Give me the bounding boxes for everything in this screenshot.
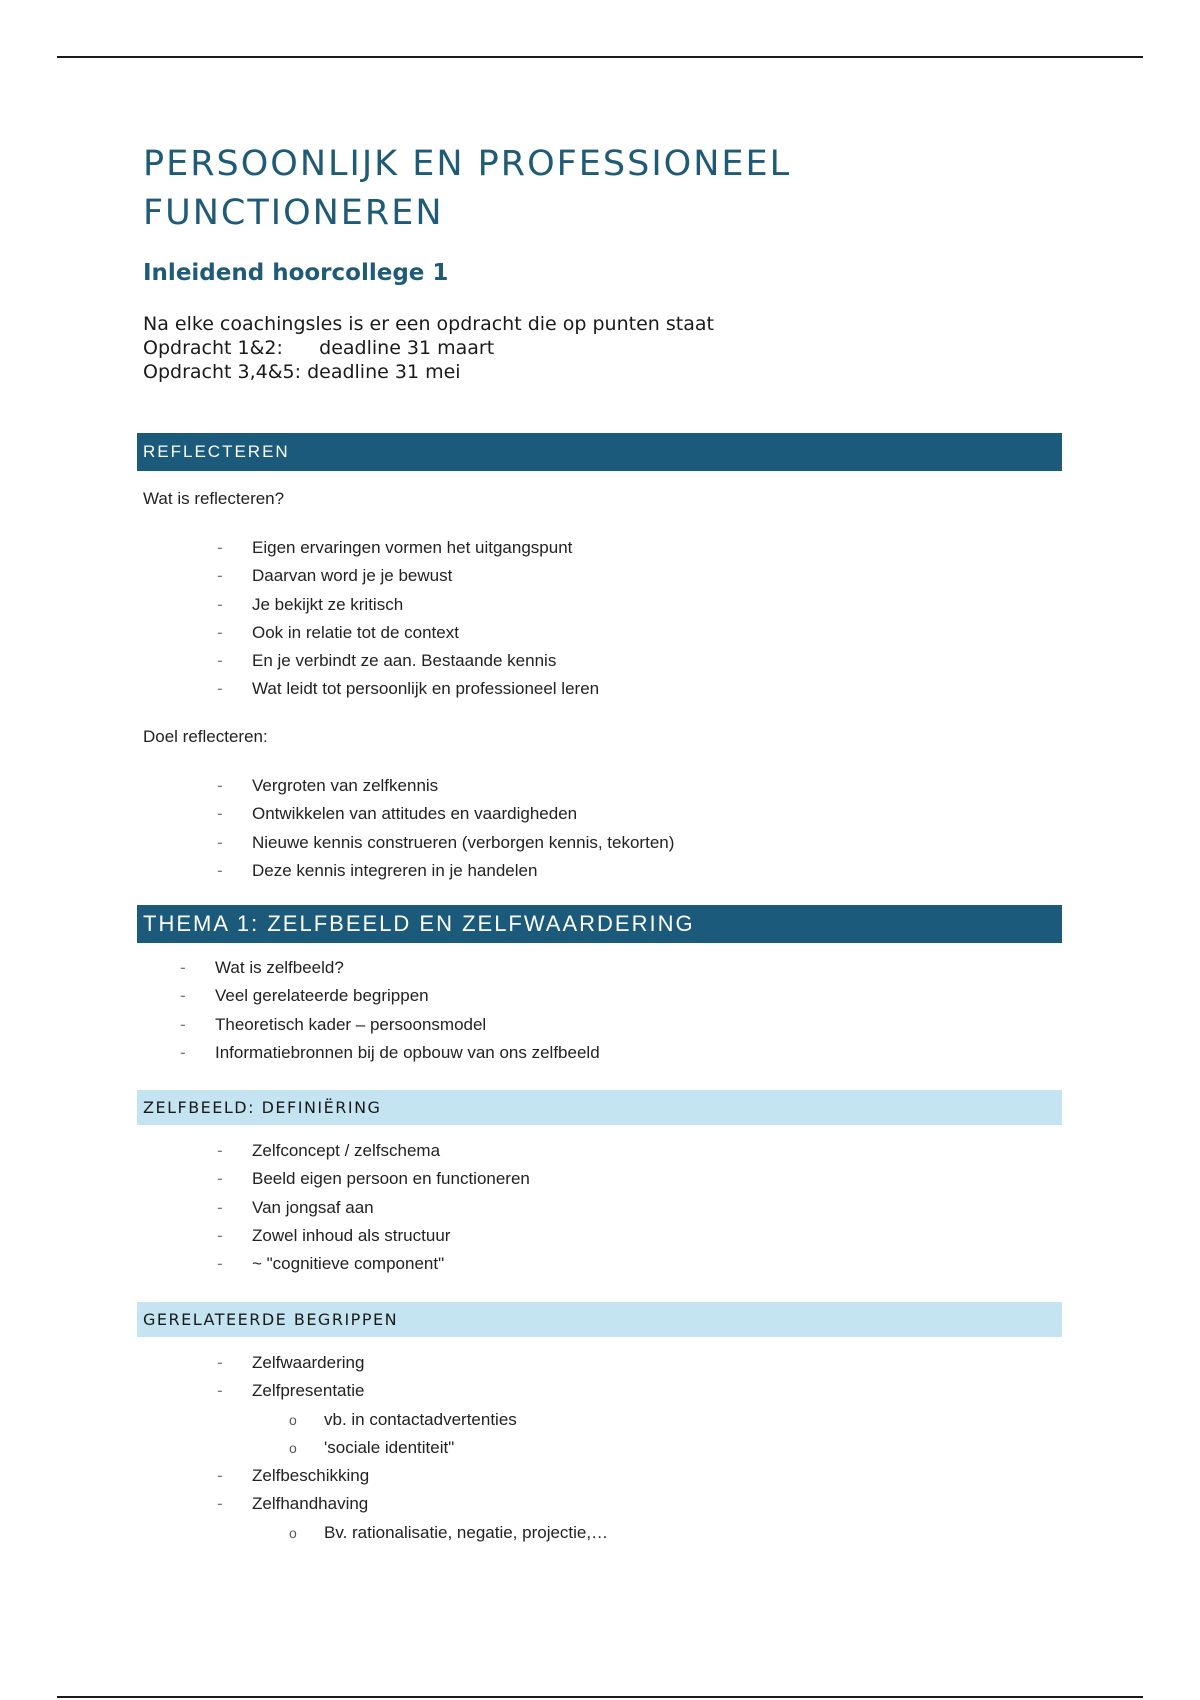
- dash-marker: -: [217, 1353, 223, 1372]
- intro-text: [143, 312, 1063, 384]
- thema1-list: [180, 954, 600, 1067]
- dash-marker: -: [217, 1169, 223, 1189]
- document-header: [143, 140, 1063, 384]
- bottom-rule: [57, 1696, 1143, 1698]
- dash-marker: -: [217, 804, 223, 824]
- circle-marker: o: [289, 1411, 297, 1428]
- list-item: - Vergroten van zelfkennis: [217, 772, 674, 800]
- top-rule: [57, 56, 1143, 58]
- dash-marker: -: [217, 776, 223, 795]
- sub-list-item: o vb. in contactadvertenties: [217, 1406, 608, 1434]
- list-item: - Veel gerelateerde begrippen: [180, 982, 600, 1010]
- section-heading-thema-1: THEMA 1: ZELFBEELD EN ZELFWAARDERING: [137, 905, 1062, 943]
- list-item: - Wat is zelfbeeld?: [180, 954, 600, 982]
- list-item: - Je bekijkt ze kritisch: [217, 591, 599, 619]
- reflecteren-goal-label: Doel reflecteren:: [143, 727, 268, 746]
- list-item: - Zelfhandhaving: [217, 1490, 608, 1518]
- dash-marker: -: [180, 1014, 186, 1034]
- list-item: - Beeld eigen persoon en functioneren: [217, 1165, 530, 1193]
- dash-marker: -: [217, 1381, 223, 1401]
- list-item: - Zelfwaardering: [217, 1349, 608, 1377]
- section-heading-definiering: ZELFBEELD: DEFINIËRING: [137, 1090, 1062, 1125]
- circle-marker: o: [289, 1439, 297, 1456]
- dash-marker: -: [180, 986, 186, 1006]
- reflecteren-question: Wat is reflecteren?: [143, 489, 285, 508]
- dash-marker: -: [217, 1225, 223, 1245]
- reflecteren-goals-list: [217, 772, 674, 885]
- sub-list-item: o Bv. rationalisatie, negatie, projectie,…: [217, 1519, 608, 1547]
- list-item: - Van jongsaf aan: [217, 1194, 530, 1222]
- reflecteren-list: [217, 534, 599, 704]
- list-item: - Zowel inhoud als structuur: [217, 1222, 530, 1250]
- dash-marker: -: [217, 1141, 223, 1160]
- list-item: - En je verbindt ze aan. Bestaande kennis: [217, 647, 599, 675]
- circle-marker: o: [289, 1524, 297, 1541]
- list-item: - Ontwikkelen van attitudes en vaardigheden: [217, 800, 674, 828]
- dash-marker: -: [217, 1466, 223, 1486]
- dash-marker: -: [217, 538, 223, 557]
- list-item: - Daarvan word je je bewust: [217, 562, 599, 590]
- list-item: - Eigen ervaringen vormen het uitgangspunt: [217, 534, 599, 562]
- definiering-list: [217, 1137, 530, 1278]
- dash-marker: -: [217, 860, 223, 880]
- intro-line: Opdracht 1&2: deadline 31 maart: [143, 337, 495, 359]
- list-item: - ~ "cognitieve component": [217, 1250, 530, 1278]
- title-line-1: PERSOONLIJK EN PROFESSIONEEL: [143, 144, 792, 184]
- dash-marker: -: [180, 958, 186, 977]
- list-item: - Zelfbeschikking: [217, 1462, 608, 1490]
- dash-marker: -: [217, 832, 223, 852]
- title-line-2: FUNCTIONEREN: [143, 193, 444, 233]
- intro-line: Na elke coachingsles is er een opdracht die op punten staat: [143, 313, 714, 335]
- dash-marker: -: [217, 594, 223, 614]
- dash-marker: -: [217, 1197, 223, 1217]
- dash-marker: -: [180, 1042, 186, 1062]
- sub-list-item: o 'sociale identiteit": [217, 1434, 608, 1462]
- document-title: [143, 140, 1063, 238]
- list-item: - Theoretisch kader – persoonsmodel: [180, 1011, 600, 1039]
- list-item: - Wat leidt tot persoonlijk en professioneel leren: [217, 675, 599, 703]
- dash-marker: -: [217, 679, 223, 699]
- list-item: - Zelfconcept / zelfschema: [217, 1137, 530, 1165]
- dash-marker: -: [217, 651, 223, 671]
- list-item: - Zelfpresentatie: [217, 1377, 608, 1405]
- list-item: - Nieuwe kennis construeren (verborgen kennis, tekorten): [217, 829, 674, 857]
- section-heading-reflecteren: REFLECTEREN: [137, 433, 1062, 471]
- list-item: - Deze kennis integreren in je handelen: [217, 857, 674, 885]
- dash-marker: -: [217, 1494, 223, 1514]
- dash-marker: -: [217, 566, 223, 586]
- list-item: - Ook in relatie tot de context: [217, 619, 599, 647]
- begrippen-list: [217, 1349, 608, 1547]
- document-subtitle: Inleidend hoorcollege 1: [143, 260, 449, 286]
- intro-line: Opdracht 3,4&5: deadline 31 mei: [143, 361, 461, 383]
- list-item: - Informatiebronnen bij de opbouw van ons zelfbeeld: [180, 1039, 600, 1067]
- section-heading-gerelateerde-begrippen: GERELATEERDE BEGRIPPEN: [137, 1302, 1062, 1337]
- dash-marker: -: [217, 622, 223, 642]
- dash-marker: -: [217, 1254, 223, 1274]
